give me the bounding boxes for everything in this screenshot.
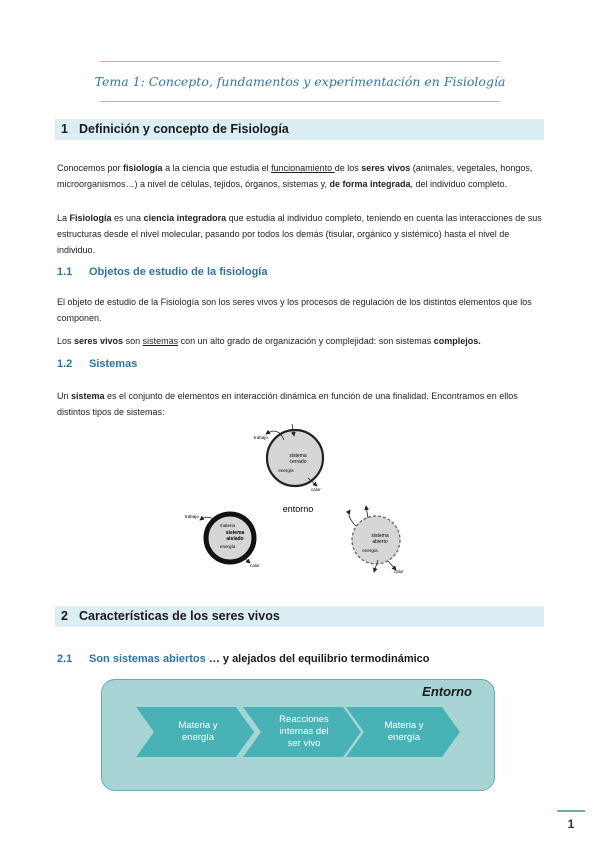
- open-system-label-2: abierto: [372, 539, 388, 545]
- flow-step-text: Reacciones: [279, 714, 329, 725]
- systems-diagram: [180, 420, 440, 580]
- isolated-system-label-1: sistema: [225, 530, 245, 536]
- isolated-work-label: trabajo: [185, 514, 199, 519]
- closed-system: [254, 424, 323, 492]
- paragraph: [57, 210, 547, 258]
- bold-text: complejos.: [433, 336, 481, 346]
- open-heat-label: calor: [394, 569, 404, 574]
- section-1-heading: [55, 119, 544, 140]
- flow-step-2: [243, 707, 361, 757]
- subsection-title: Son sistemas abiertos: [89, 653, 206, 665]
- bold-text: seres vivos: [74, 336, 124, 346]
- closed-work-label: trabajo: [254, 435, 268, 440]
- subsection-number: 2.1: [57, 653, 73, 665]
- page-number: 1: [567, 817, 575, 831]
- section-title: Definición y concepto de Fisiología: [79, 122, 289, 136]
- page-number-rule: [557, 810, 585, 812]
- header-rule-top: [100, 61, 500, 62]
- text-run: , del individuo completo.: [410, 179, 508, 189]
- section-2-heading: [55, 606, 544, 627]
- environment-box-label: Entorno: [422, 684, 472, 699]
- text-run: La: [57, 213, 70, 223]
- bold-text: fisiología: [123, 163, 163, 173]
- flow-step-text: energía: [181, 732, 215, 743]
- closed-system-label-2: cerrado: [289, 459, 307, 465]
- flow-step-1: [136, 707, 254, 757]
- paragraph: [57, 294, 547, 326]
- paragraph: [57, 160, 547, 192]
- text-run: de los: [334, 163, 362, 173]
- bold-text: ciencia integradora: [143, 213, 227, 223]
- text-run: es el conjunto de elementos en interacción dinámica en función de una finalidad. Encontramos en ellos distintos tipos de sistemas:: [57, 391, 518, 417]
- section-title: Características de los seres vivos: [79, 609, 280, 623]
- text-run: Conocemos por: [57, 163, 124, 173]
- subsection-title-continuation: … y alejados del equilibrio termodinámico: [205, 653, 430, 665]
- underlined-text: funcionamiento: [271, 163, 335, 173]
- text-run: con un alto grado de organización y complejidad: son sistemas: [178, 336, 434, 346]
- environment-label: entorno: [282, 504, 314, 514]
- paragraph: [57, 333, 547, 349]
- text-run: es una: [111, 213, 144, 223]
- subsection-title: Objetos de estudio de la fisiología: [89, 266, 268, 278]
- section-number: 1: [61, 122, 68, 136]
- text-run: El objeto de estudio de la Fisiología son los seres vivos y los procesos de regulación de los distintos elementos que los componen.: [57, 297, 532, 323]
- isolated-heat-label: calor: [250, 563, 260, 568]
- bold-text: de forma integrada: [329, 179, 411, 189]
- underlined-text: sistemas: [142, 336, 179, 346]
- document-title: Tema 1: Concepto, fundamentos y experimentación en Fisiología: [94, 74, 506, 89]
- flow-step-3: [346, 707, 460, 757]
- text-run: son: [123, 336, 143, 346]
- isolated-system: [185, 514, 260, 568]
- text-run: que estudia al individuo completo, teniendo en cuenta las interacciones de sus estructuras desde el nivel molecular, pasando por todos los demás (tisular, orgánico y sistémico) hasta el nivel de individuo.: [57, 213, 542, 255]
- flow-step-text: energía: [387, 732, 421, 743]
- flow-step-text: ser vivo: [287, 738, 321, 749]
- text-run: Un: [57, 391, 72, 401]
- subsection-title: Sistemas: [89, 358, 138, 370]
- header-rule-bottom: [100, 101, 500, 102]
- subsection-1-2-heading: [57, 358, 137, 370]
- open-system-label-1: sistema: [371, 533, 389, 539]
- subsection-number: 1.2: [57, 358, 73, 370]
- closed-heat-label: calor: [311, 487, 321, 492]
- subsection-2-1-heading: [57, 653, 430, 665]
- open-energy-label: energía: [362, 548, 378, 553]
- isolated-system-label-2: aislado: [226, 536, 244, 542]
- flow-diagram: [136, 707, 466, 757]
- section-number: 2: [61, 609, 68, 623]
- isolated-matter-label: materia: [220, 523, 236, 528]
- flow-step-text: Materia y: [384, 720, 424, 731]
- subsection-1-1-heading: [57, 266, 267, 278]
- isolated-energy-label: energía: [220, 544, 236, 549]
- open-system: [349, 506, 404, 574]
- bold-text: sistema: [71, 391, 105, 401]
- subsection-number: 1.1: [57, 266, 73, 278]
- text-run: Los: [57, 336, 75, 346]
- text-run: (animales, vegetales, hongos, microorganismos…) a nivel de células, tejidos, órganos, sistemas y,: [57, 163, 533, 189]
- paragraph: [57, 388, 547, 420]
- bold-text: seres vivos: [361, 163, 411, 173]
- bold-text: Fisiología: [69, 213, 112, 223]
- closed-system-label-1: sistema: [289, 453, 307, 459]
- text-run: a la ciencia que estudia el: [162, 163, 272, 173]
- closed-energy-label: energía: [278, 468, 294, 473]
- flow-step-text: internas del: [279, 726, 329, 737]
- flow-step-text: Materia y: [178, 720, 218, 731]
